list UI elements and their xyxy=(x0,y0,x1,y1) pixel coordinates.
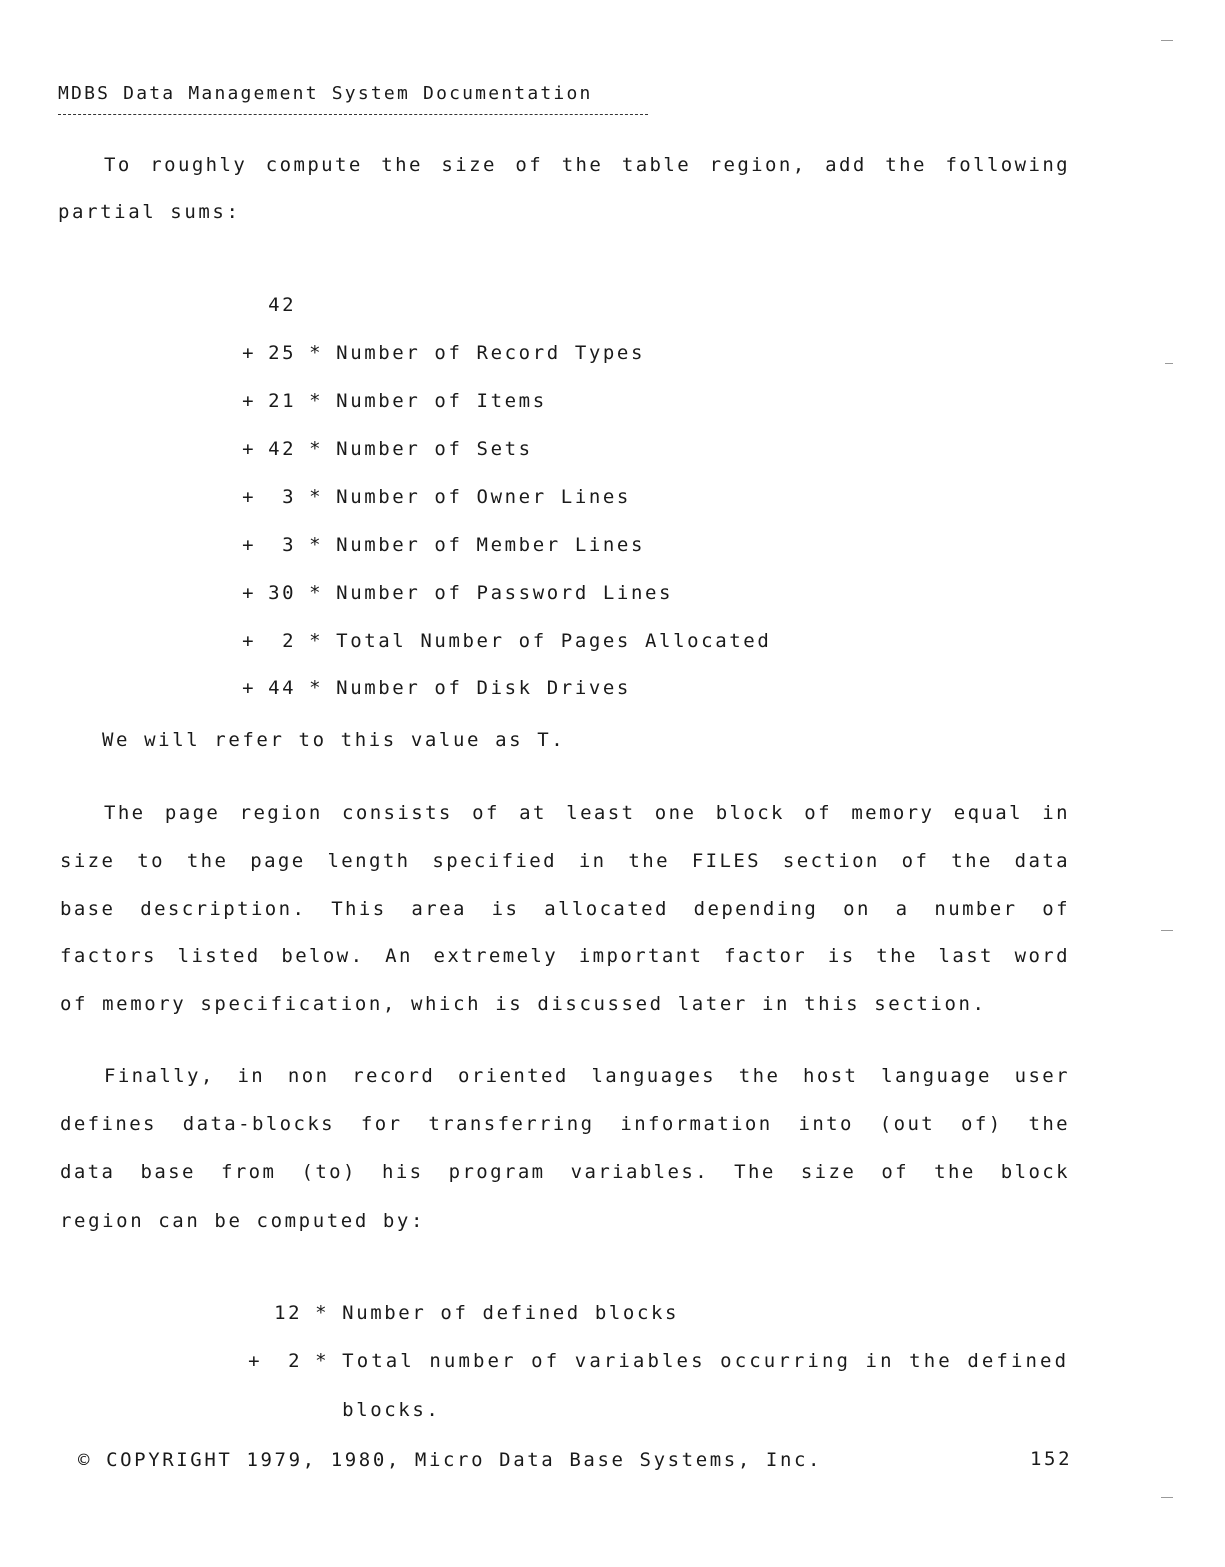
sum-number: 2 xyxy=(282,630,297,652)
sum-number: 2 xyxy=(288,1350,303,1372)
sum-multiplier: * xyxy=(309,342,324,364)
sum-multiplier: * xyxy=(309,438,324,460)
sum-label: Total Number of Pages Allocated xyxy=(336,630,772,652)
page-region-line-3: base description. This area is allocated depending on a number of xyxy=(60,898,1070,920)
margin-mark xyxy=(1161,40,1173,41)
page-region-line-4: factors listed below. An extremely important factor is the last word xyxy=(60,945,1070,967)
sum-label: Number of defined blocks xyxy=(342,1302,680,1324)
sum-operator: + xyxy=(242,534,257,556)
sum-label: Number of Sets xyxy=(336,438,533,460)
copyright-footer: © COPYRIGHT 1979, 1980, Micro Data Base Systems, Inc. xyxy=(78,1449,823,1471)
sum-label: Number of Password Lines xyxy=(336,582,674,604)
sum-label: Number of Disk Drives xyxy=(336,677,631,699)
sum-number: 3 xyxy=(282,534,297,556)
block-region-line-1: Finally, in non record oriented languages the host language user xyxy=(104,1065,1070,1087)
sum-row xyxy=(186,655,631,721)
sum-multiplier: * xyxy=(309,486,324,508)
header-rule xyxy=(58,114,648,115)
intro-line-2: partial sums: xyxy=(58,201,241,223)
page-region-line-2: size to the page length specified in the FILES section of the data xyxy=(60,850,1070,872)
sum-multiplier: * xyxy=(315,1350,330,1372)
sum-number: 3 xyxy=(282,486,297,508)
refer-line: We will refer to this value as T. xyxy=(102,729,566,751)
intro-line-1: To roughly compute the size of the table region, add the following xyxy=(104,154,1070,176)
sum-operator: + xyxy=(248,1350,263,1372)
sum-multiplier: * xyxy=(309,630,324,652)
sum-number: 21 xyxy=(268,390,297,412)
page-region-line-5: of memory specification, which is discussed later in this section. xyxy=(60,993,987,1015)
sum-number: 42 xyxy=(268,294,297,316)
sum-operator: + xyxy=(242,342,257,364)
sum-label: Number of Items xyxy=(336,390,547,412)
sum-label: Number of Record Types xyxy=(336,342,646,364)
sum-number: 42 xyxy=(268,438,297,460)
page-header: MDBS Data Management System Documentation xyxy=(58,83,593,104)
sum-number: 25 xyxy=(268,342,297,364)
page-number: 152 xyxy=(1030,1448,1073,1470)
sum-number: 12 xyxy=(274,1302,303,1324)
sum-number: 30 xyxy=(268,582,297,604)
sum-label: Total number of variables occurring in the defined xyxy=(342,1350,1070,1372)
sum-operator: + xyxy=(242,582,257,604)
sum-multiplier: * xyxy=(309,390,324,412)
block-region-line-4: region can be computed by: xyxy=(60,1210,426,1232)
sum-label: Number of Member Lines xyxy=(336,534,646,556)
block-region-line-3: data base from (to) his program variables. The size of the block xyxy=(60,1161,1070,1183)
sum-multiplier: * xyxy=(315,1302,330,1324)
block-region-line-2: defines data-blocks for transferring information into (out of) the xyxy=(60,1113,1070,1135)
sum-multiplier: * xyxy=(309,534,324,556)
sum-operator: + xyxy=(242,630,257,652)
block-sum-row xyxy=(192,1377,440,1443)
sum-multiplier: * xyxy=(309,677,324,699)
sum-operator: + xyxy=(242,677,257,699)
page-region-line-1: The page region consists of at least one block of memory equal in xyxy=(104,802,1070,824)
sum-operator: + xyxy=(242,438,257,460)
sum-number: 44 xyxy=(268,677,297,699)
sum-multiplier: * xyxy=(309,582,324,604)
margin-mark xyxy=(1161,1497,1173,1498)
margin-mark xyxy=(1161,930,1173,931)
sum-operator: + xyxy=(242,486,257,508)
sum-label: blocks. xyxy=(342,1399,441,1421)
sum-label: Number of Owner Lines xyxy=(336,486,631,508)
margin-mark xyxy=(1165,363,1173,364)
sum-operator: + xyxy=(242,390,257,412)
